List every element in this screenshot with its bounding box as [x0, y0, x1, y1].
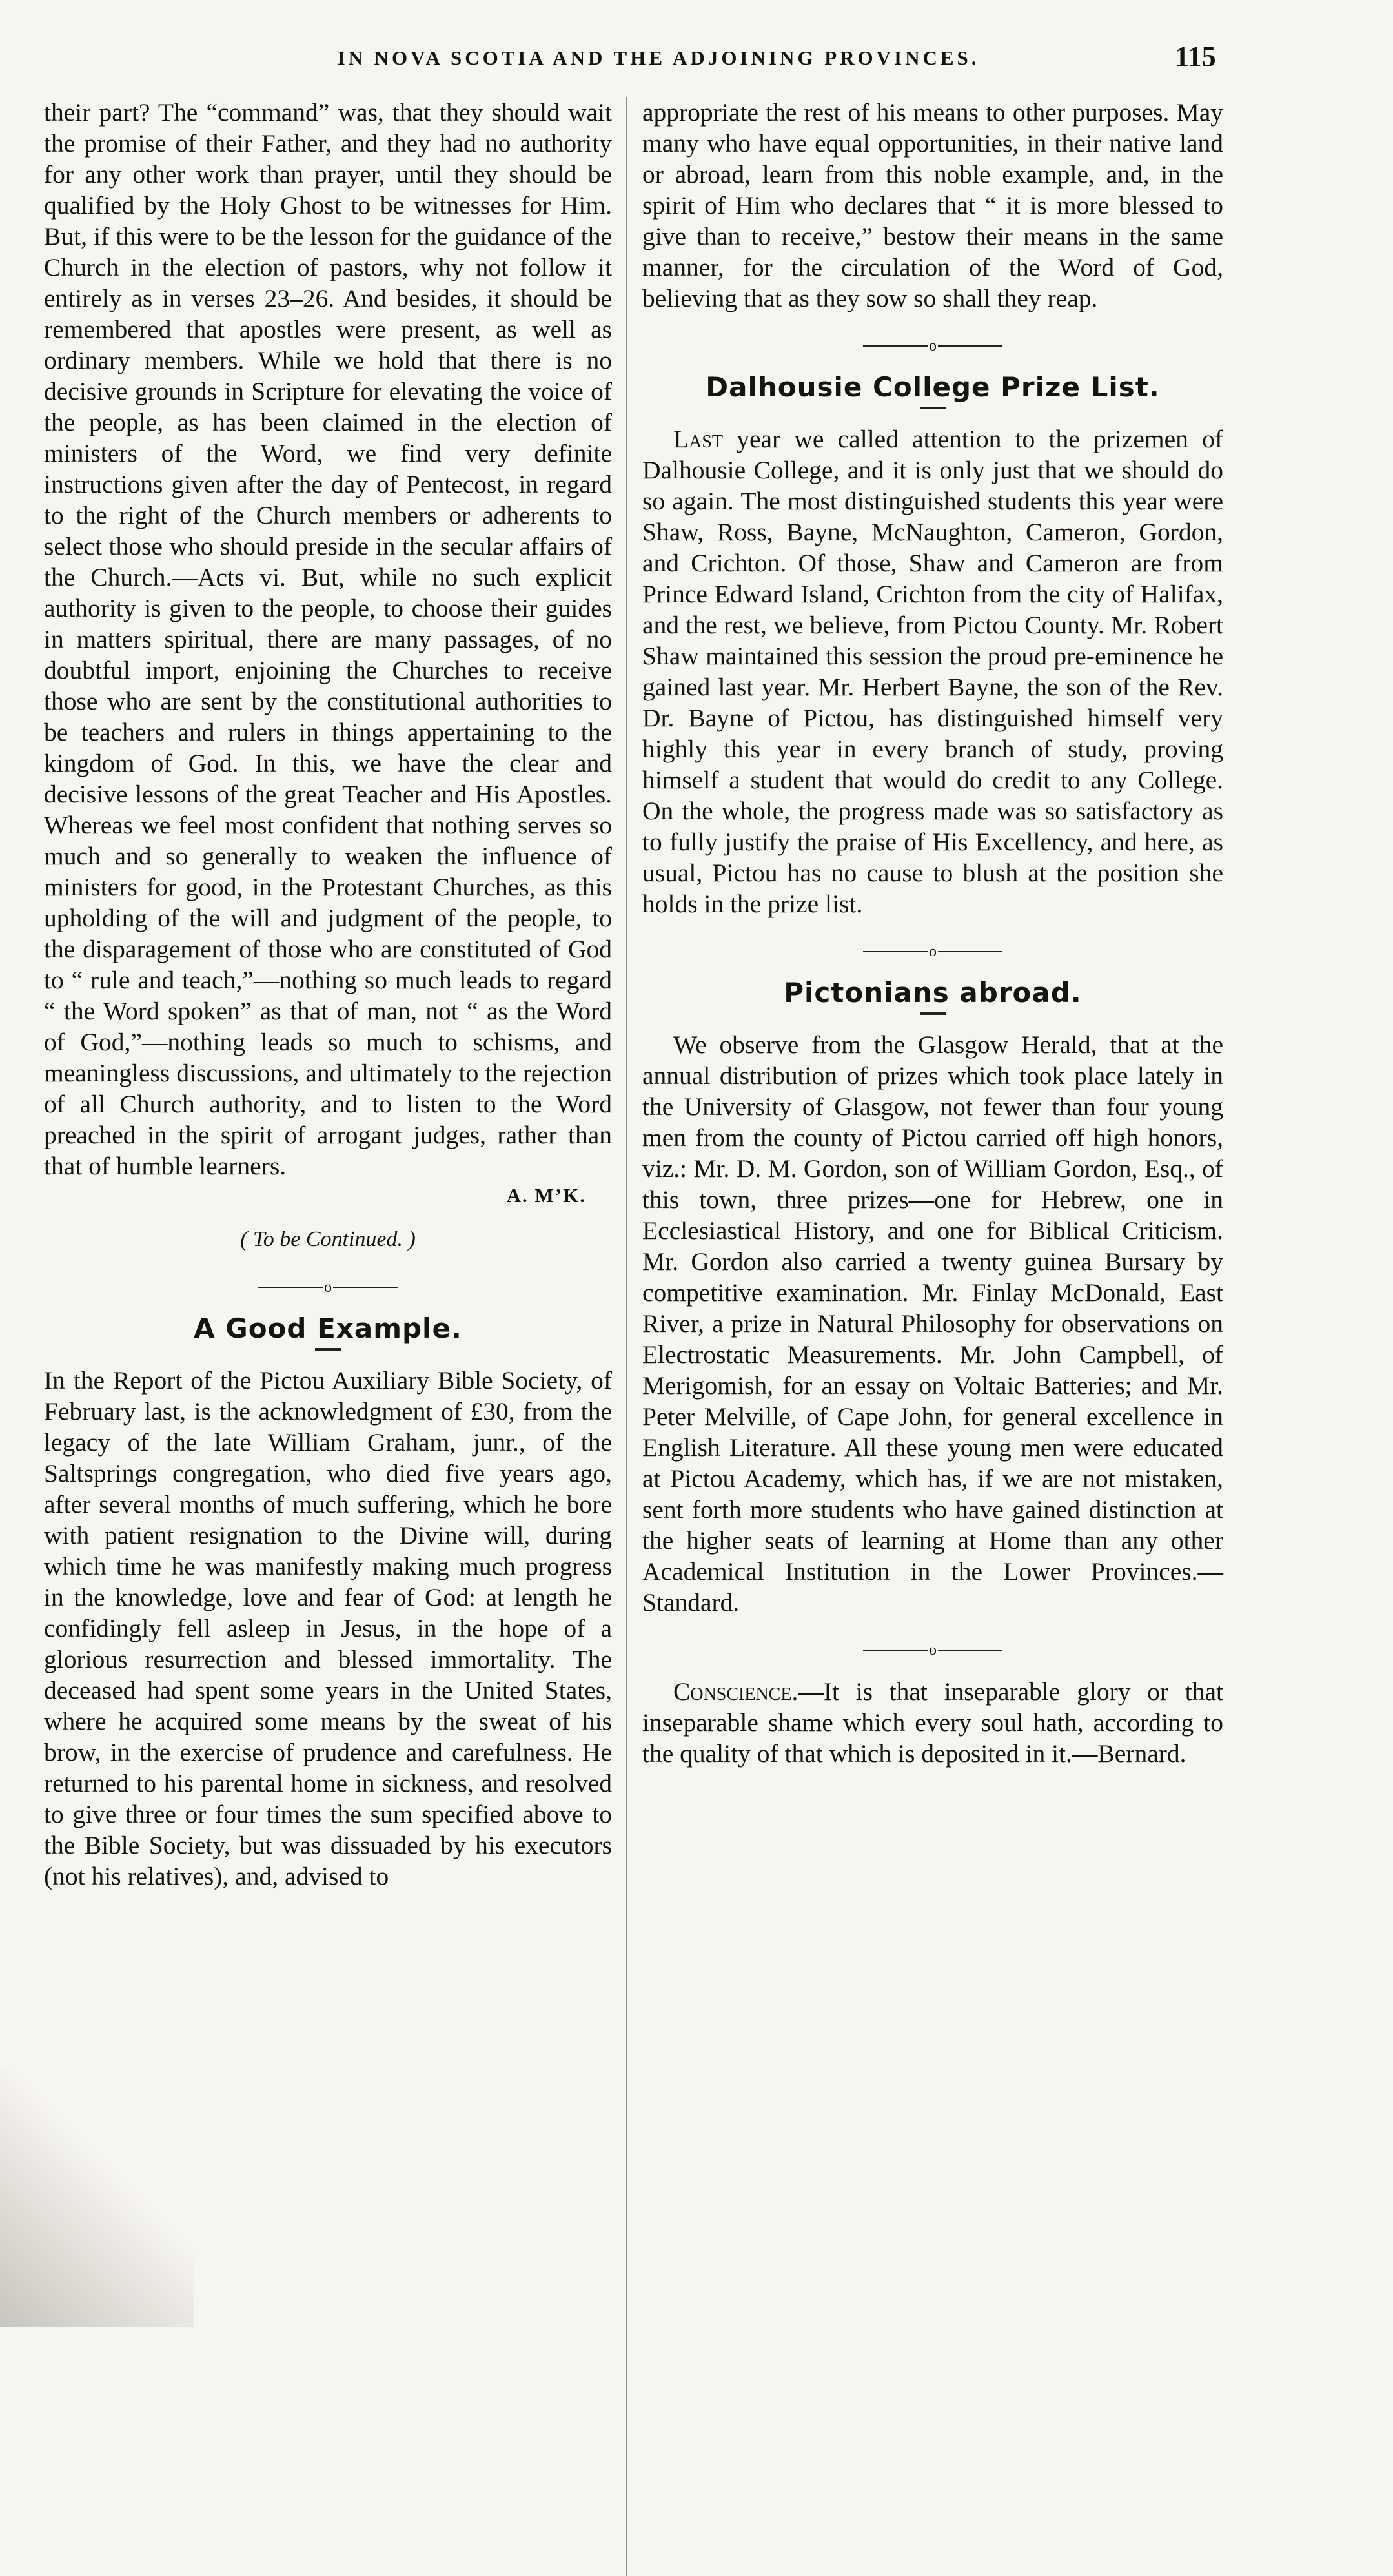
dalhousie-paragraph: [642, 424, 1223, 919]
heading-pictonians-abroad: Pictonians abroad.: [784, 977, 1082, 1008]
paragraph-lead-word: Last: [673, 425, 724, 453]
right-column: [642, 97, 1223, 1769]
church-authority-paragraph: their part? The “command” was, that they should wait the promise of their Father, and they had no authority for any other work than prayer, until they should be qualified by the Holy Ghost to be witnesses for Him. But, if this were to be the lesson for the guidance of the Church in the election of pastors, why not follow it entirely as in verses 23–26. And besides, it should be remembered that apostles were present, as well as ordinary members. While we hold that there is no decisive grounds in Scripture for elevating the voice of the people, as has been claimed in the election of ministers of the Word, we find very definite instructions given after the day of Pentecost, in regard to the right of the Church members or adherents to select those who should preside in the secular affairs of the Church.—Acts vi. But, while no such explicit authority is given to the people, to choose their guides in matters spiritual, there are many passages, of no doubtful import, enjoining the Churches to receive those who are sent by the constitutional authorities to be teachers and rulers in things appertaining to the kingdom of God. In this, we have the clear and decisive lessons of the great Teacher and His Apostles. Whereas we feel most confident that nothing serves so much and so generally to weaken the influence of ministers for good, in the Protestant Churches, as this upholding of the will and judgment of the people, to the disparagement of those who are constituted of God to “ rule and teach,”—nothing so much leads to regard “ the Word spoken” as that of man, not “ as the Word of God,”—nothing leads so much to schisms, and meaningless discussions, and ultimately to the rejection of all Church authority, and to listen to the Word preached in the spirit of arrogant judges, rather than that of humble learners.: [44, 98, 612, 1180]
dalhousie-body: year we called attention to the prizemen of Dalhousie College, and it is only just that we should do so again. The most distinguished students this year were Shaw, Ross, Bayne, McNaughton, Cameron, Gordon, and Crichton. Of those, Shaw and Cameron are from Prince Edward Island, Crichton from the city of Halifax, and the rest, we believe, from Pictou County. Mr. Robert Shaw maintained this session the proud pre-eminence he gained last year. Mr. Herbert Bayne, the son of the Rev. Dr. Bayne of Pictou, has distinguished himself very highly this year in every branch of study, proving himself a student that would do credit to any College. On the whole, the progress made was so satisfactory as to fully justify the praise of His Excellency, and here, as usual, Pictou has no cause to blush at the position she holds in the prize list.: [642, 425, 1223, 918]
section-divider: o: [642, 945, 1223, 958]
to-be-continued-note: ( To be Continued. ): [240, 1227, 416, 1251]
heading-rule: [315, 1348, 341, 1351]
running-head: IN NOVA SCOTIA AND THE ADJOINING PROVINCES.: [337, 46, 980, 69]
heading-rule: [920, 407, 946, 409]
paragraph-lead-word: Conscience.: [673, 1677, 798, 1706]
column-divider: [626, 97, 627, 2576]
section-divider: o: [642, 340, 1223, 353]
good-example-paragraph: In the Report of the Pictou Auxiliary Bible Society, of February last, is the acknowledgment of £30, from the legacy of the late William Graham, junr., of the Saltsprings congregation, who died five years ago, after several months of much suffering, which he bore with patient resignation to the Divine will, during which time he was manifestly making much progress in the knowledge, love and fear of God: at length he confidingly fell asleep in Jesus, in the hope of a glorious resurrection and blessed immortality. The deceased had spent some years in the United States, where he acquired some means by the sweat of his brow, in the exercise of prudence and carefulness. He returned to his parental home in sickness, and resolved to give three or four times the sum specified above to the Bible Society, but was dissuaded by his executors (not his relatives), and, advised to: [44, 1366, 612, 1890]
section-divider: o: [642, 1644, 1223, 1657]
author-signature: A. M’K.: [506, 1184, 586, 1207]
heading-dalhousie-prize-list: Dalhousie College Prize List.: [706, 371, 1160, 403]
pictonians-paragraph: We observe from the Glasgow Herald, that at the annual distribution of prizes which took place lately in the University of Glasgow, not fewer than four young men from the county of Pictou carried off high honors, viz.: Mr. D. M. Gordon, son of William Gordon, Esq., of this town, three prizes—one for Hebrew, one in Ecclesiastical History, and one for Biblical Criticism. Mr. Gordon also carried a twenty guinea Bursary by competitive examination. Mr. Finlay McDonald, East River, a prize in Natural Philosophy for observations on Electrostatic Measurements. Mr. John Campbell, of Merigomish, for an essay on Voltaic Batteries; and Mr. Peter Melville, of Cape John, for general excellence in English Literature. All these young men were educated at Pictou Academy, which has, if we are not mistaken, sent forth more students who have gained distinction at the higher seats of learning at Home than any other Academical Institution in the Lower Provinces.—Standard.: [642, 1030, 1223, 1617]
good-example-continuation: appropriate the rest of his means to other purposes. May many who have equal opportunities, in their native land or abroad, learn from this noble example, and, in the spirit of Him who declares that “ it is more blessed to give than to receive,” bestow their means in the same manner, for the circulation of the Word of God, believing that as they sow so shall they reap.: [642, 98, 1223, 312]
heading-rule: [920, 1012, 946, 1015]
page-number: 115: [1175, 41, 1216, 72]
conscience-body: —It is that inseparable glory or that inseparable shame which every soul hath, according to the quality of that which is deposited in it.—Bernard.: [642, 1677, 1223, 1768]
page-edge-shadow: [0, 2066, 194, 2327]
heading-good-example: A Good Example.: [194, 1313, 462, 1344]
section-divider: o: [44, 1281, 612, 1294]
conscience-paragraph: [642, 1676, 1223, 1769]
left-column: [44, 97, 612, 1892]
